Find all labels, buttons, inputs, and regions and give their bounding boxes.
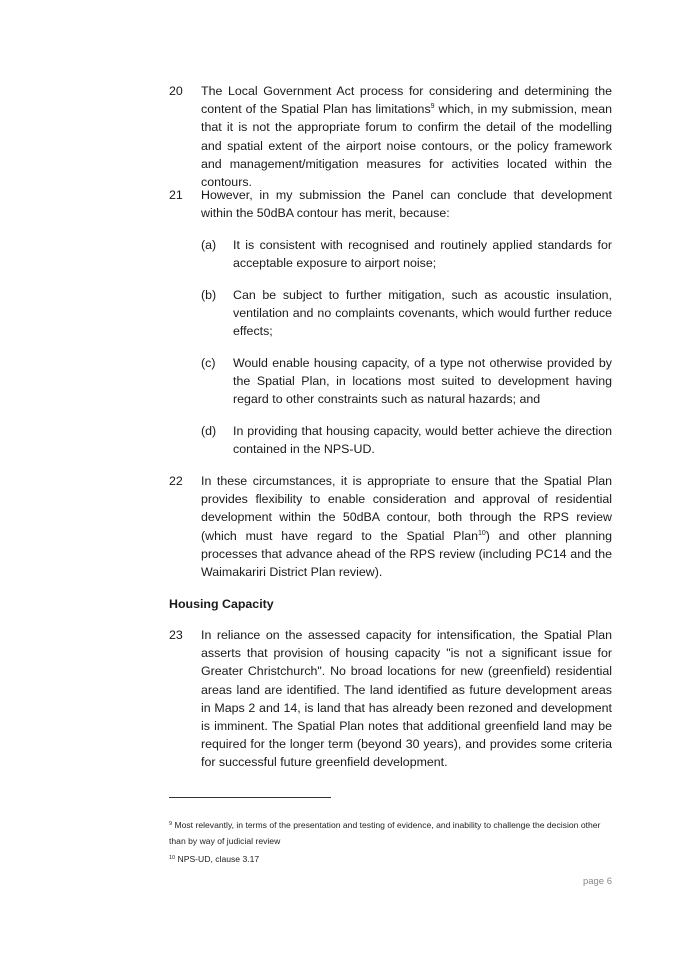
- list-item: [201, 286, 612, 341]
- footnote-ref[interactable]: 9: [430, 103, 435, 111]
- paragraph-23: [169, 626, 612, 772]
- paragraph-20: [169, 82, 612, 191]
- list-item: [201, 354, 612, 409]
- paragraph-text: However, in my submission the Panel can conclude that development within the 50dBA contour has merit, because:: [201, 188, 612, 221]
- list-item-label: (b): [201, 288, 217, 302]
- paragraph-text: The Local Government Act process for considering and determining the content of the Spatial Plan has limitations$^9$ which, in my submission, mean that it is not the appropriate forum to confirm the detail of the modelling and spatial extent of the airport noise contours, or the policy framework and management/mitigation measures for activities located within the contours.: [201, 84, 612, 190]
- list-item-text: Would enable housing capacity, of a type not otherwise provided by the Spatial Plan, in locations most suited to development having regard to other constraints such as natural hazards; and: [233, 356, 612, 407]
- paragraph-number: 23: [169, 628, 183, 642]
- section-heading: Housing Capacity: [169, 597, 274, 611]
- list-item-label: (d): [201, 424, 217, 438]
- list-item-label: (a): [201, 238, 217, 252]
- list-item: [201, 422, 612, 458]
- paragraph-22: [169, 472, 612, 581]
- footnote-10: [169, 852, 612, 868]
- footnote-ref[interactable]: 10: [477, 529, 486, 537]
- footnote-divider: [169, 797, 331, 798]
- paragraph-text: In these circumstances, it is appropriate to ensure that the Spatial Plan provides flexibility to enable consideration and approval of residential development within the 50dBA contour, both through the RPS review (which must have regard to the Spatial Plan$^{10}$) and other planning processes that advance ahead of the RPS review (including PC14 and the Waimakariri District Plan review).: [201, 474, 612, 580]
- footnote-9: [169, 818, 612, 849]
- list-item-text: In providing that housing capacity, would better achieve the direction contained in the NPS-UD.: [233, 424, 612, 457]
- list-item-text: Can be subject to further mitigation, such as acoustic insulation, ventilation and no complaints covenants, which would further reduce effects;: [233, 288, 612, 339]
- paragraph-text: In reliance on the assessed capacity for intensification, the Spatial Plan asserts that provision of housing capacity "is not a significant issue for Greater Christchurch". No broad locations for new (greenfield) residential areas land are identified. The land identified as future development areas in Maps 2 and 14, is land that has already been rezoned and development is imminent. The Spatial Plan notes that additional greenfield land may be required for the longer term (beyond 30 years), and provides some criteria for successful future greenfield development.: [201, 628, 612, 770]
- footnote-text: NPS-UD, clause 3.17: [175, 854, 260, 864]
- page-number: page 6: [582, 876, 612, 887]
- list-item-text: It is consistent with recognised and routinely applied standards for acceptable exposure to airport noise;: [233, 238, 612, 271]
- footnote-number: 9: [169, 821, 173, 827]
- footnote-text: Most relevantly, in terms of the presentation and testing of evidence, and inability to challenge the decision other than by way of judicial review: [169, 820, 601, 846]
- footnote-number: 10: [169, 855, 176, 861]
- paragraph-number: 20: [169, 84, 183, 98]
- list-item: [201, 236, 612, 272]
- paragraph-number: 21: [169, 188, 183, 202]
- list-item-label: (c): [201, 356, 216, 370]
- paragraph-number: 22: [169, 474, 183, 488]
- paragraph-21: [169, 186, 612, 222]
